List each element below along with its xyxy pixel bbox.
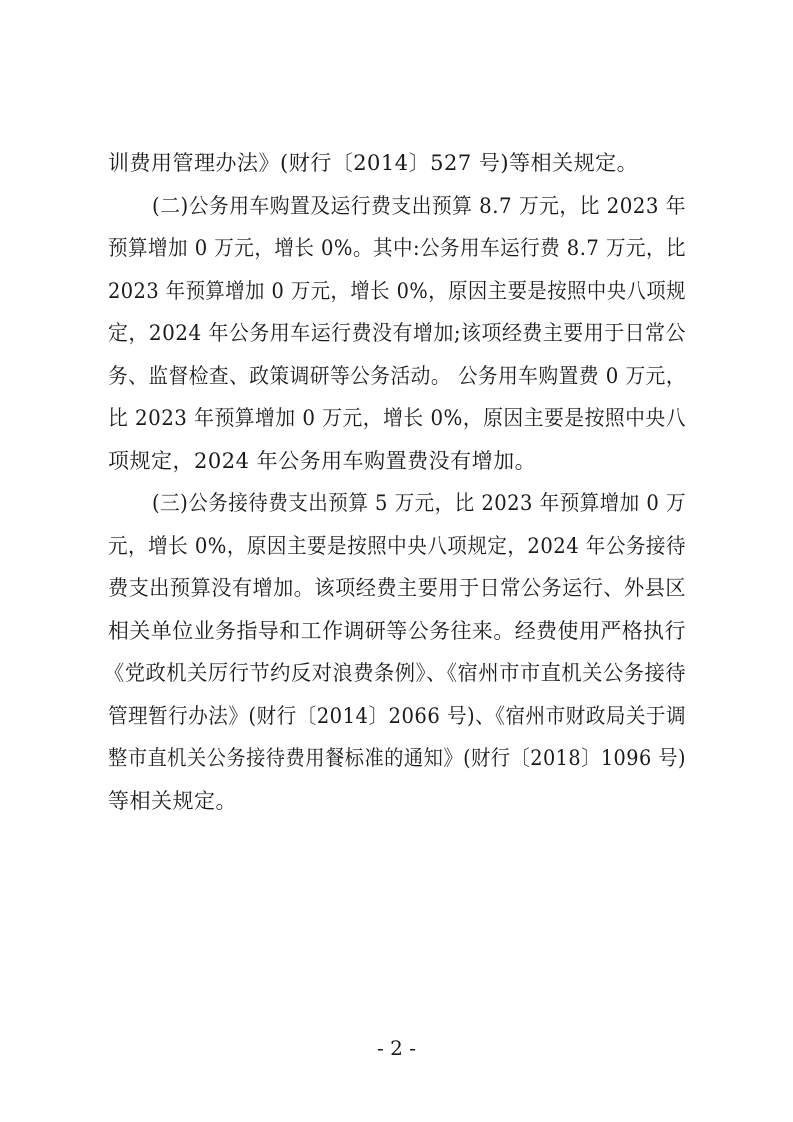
page-number: - 2 - (377, 1036, 416, 1060)
document-page: 训费用管理办法》(财行〔2014〕527 号)等相关规定。 (二)公务用车购置及运行费支出预算 8.7 万元，比 2023 年 预算增加 0 万元，增长 0%。其中:公务用车运行费 8.7 万元，比 2023 年预算增加 0 万元，增长 0%，原因主要是按照中央八项规 定，2024 年公务用车运行费没有增加;该项经费主要用于日常公 务、监督检查、政策调研等公务活动。 公务用车购置费 0 万元， 比 2023 年预算增加 0 万元，增长 0%，原因主要是按照中央八 项规定，2024 年公务用车购置费没有增加。 (三)公务接待费支出预算 5 万元，比 2023 年预算增加 0 万 元，增长 0%，原因主要是按照中央八项规定，2024 年公务接待 费支出预算没有增加。该项经费主要用于日常公务运行、外县区 相关单位业务指导和工作调研等公务往来。经费使用严格执行 《党政机关厉行节约反对浪费条例》、《宿州市市直机关公务接待 管理暂行办法》(财行〔2014〕2066 号)、《宿州市财政局关于调 整市直机关公务接待费用餐标准的通知》(财行〔2018〕1096 号) 等相关规定。 - 2 - (0, 0, 793, 1122)
